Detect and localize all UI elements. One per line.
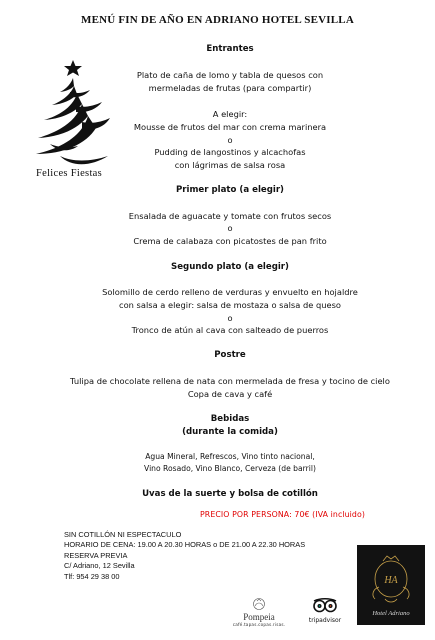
info-line: RESERVA PREVIA [64,550,128,560]
pompeia-logo [226,596,292,627]
hotel-adriano-logo [357,545,425,625]
hotel-monogram: HA [384,575,398,586]
primer-plato-line: Ensalada de aguacate y tomate con frutos secos [128,211,332,221]
primer-plato-heading: Primer plato (a elegir) [176,185,284,195]
entrantes-line: Plato de caña de lomo y tabla de quesos con [136,70,324,80]
segundo-plato-line: con salsa a elegir: salsa de mostaza o salsa de queso [119,300,341,310]
segundo-plato-line: Solomillo de cerdo relleno de verduras y envuelto en hojaldre [102,287,358,297]
segundo-plato-line: Tronco de atún al cava con salteado de puerros [131,325,329,335]
info-line: C/ Adriano, 12 Sevilla [64,561,135,571]
entrantes-line: Pudding de langostinos y alcachofas [154,147,306,157]
info-line: Tlf: 954 29 38 00 [64,571,120,581]
bebidas-line: Vino Rosado, Vino Blanco, Cerveza (de barril) [144,464,316,473]
segundo-plato-or: o [227,313,233,323]
pompeia-tagline: café.tapas.copas.risas. [232,622,286,627]
info-block [64,530,305,582]
tripadvisor-logo [300,598,350,624]
entrantes-choose: A elegir: [212,109,248,119]
primer-plato-line: Crema de calabaza con picatostes de pan frito [133,236,327,246]
tripadvisor-name: tripadvisor [308,617,342,624]
primer-plato-or: o [227,223,233,233]
entrantes-line: mermeladas de frutas (para compartir) [148,83,312,93]
info-line: SIN COTILLÓN NI ESPECTACULO [64,530,182,539]
tripadvisor-owl-icon [312,598,338,613]
bebidas-heading: Bebidas [210,414,250,424]
bebidas-subheading: (durante la comida) [182,427,278,437]
segundo-plato-heading: Segundo plato (a elegir) [171,262,289,272]
entrantes-or: o [227,135,233,145]
entrantes-heading: Entrantes [206,44,254,54]
pompeia-name: Pompeia [243,612,275,622]
hotel-name: Hotel Adriano [372,610,410,617]
menu-title: MENÚ FIN DE AÑO EN ADRIANO HOTEL SEVILLA [81,14,354,26]
info-line: HORARIO DE CENA: 19.00 A 20.30 HORAS o DE 21.00 A 22.30 HORAS [64,540,306,550]
price-text: PRECIO POR PERSONA: 70€ (IVA incluido) [200,510,365,519]
entrantes-line: Mousse de frutos del mar con crema marinera [133,122,327,132]
bebidas-line: Agua Mineral, Refrescos, Vino tinto nacional, [145,452,315,461]
postre-line: Tulipa de chocolate rellena de nata con mermelada de fresa y tocino de cielo [70,376,390,386]
uvas-text: Uvas de la suerte y bolsa de cotillón [142,489,318,499]
entrantes-line: con lágrimas de salsa rosa [174,160,286,170]
postre-heading: Postre [214,350,246,360]
postre-line: Copa de cava y café [187,389,273,399]
greeting-text: Felices Fiestas [35,168,103,179]
pompeia-emblem-icon [226,597,292,611]
hotel-crest-icon [357,545,425,625]
